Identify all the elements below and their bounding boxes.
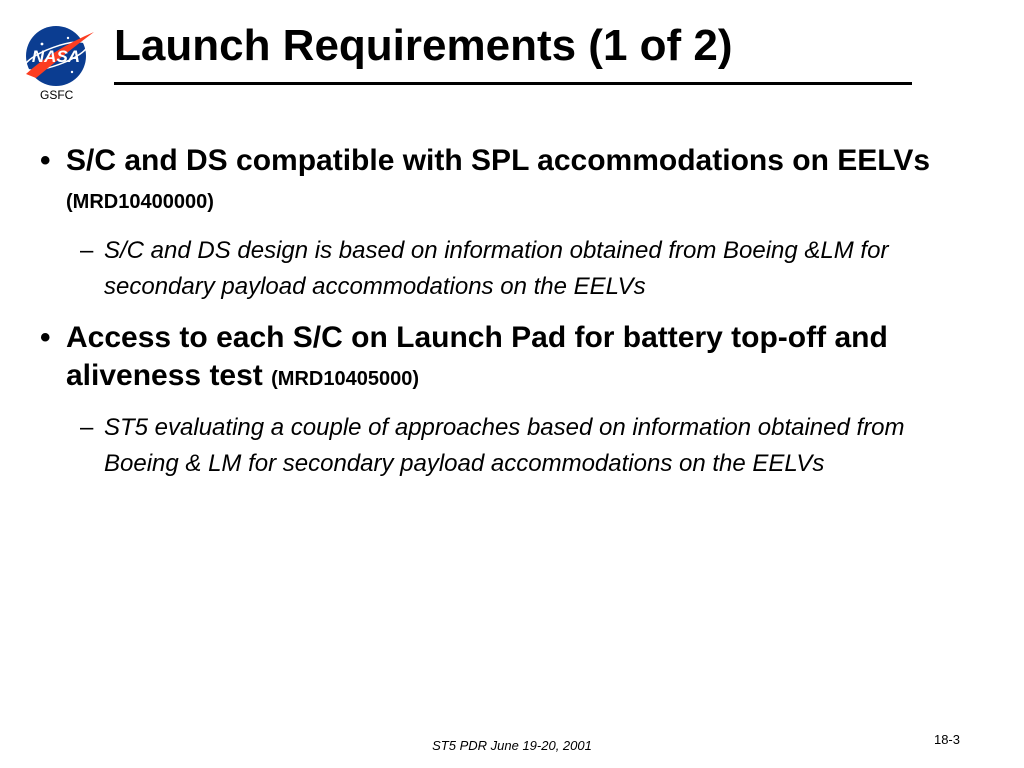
dash-mark: –	[80, 414, 94, 441]
bullet-text: Access to each S/C on Launch Pad for battery top-off and aliveness test	[66, 321, 888, 392]
footer-text: ST5 PDR June 19-20, 2001	[432, 738, 592, 753]
requirement-ref: (MRD10400000)	[66, 191, 214, 213]
sub-bullet-item	[80, 233, 984, 305]
title-underline	[114, 82, 912, 85]
bullet-text: S/C and DS compatible with SPL accommodations on EELVs	[66, 144, 931, 177]
dash-mark: –	[80, 237, 94, 264]
bullet-mark: •	[40, 144, 51, 177]
nasa-logo	[22, 22, 96, 88]
page-number: 18-3	[933, 732, 960, 747]
sub-bullet-item	[80, 410, 984, 482]
bullet-mark: •	[40, 321, 51, 354]
sub-bullet-text: S/C and DS design is based on information obtained from Boeing &LM for secondary payload accommodations on the EELVs	[104, 237, 889, 300]
logo-caption: GSFC	[40, 88, 74, 102]
sub-bullet-text: ST5 evaluating a couple of approaches based on information obtained from Boeing & LM for secondary payload accommodations on the EELVs	[104, 414, 905, 477]
bullet-item	[40, 319, 990, 398]
nasa-logo-text: NASA	[31, 47, 81, 66]
slide-content	[40, 142, 990, 496]
bullet-item	[40, 142, 990, 221]
slide-title: Launch Requirements (1 of 2)	[114, 21, 733, 70]
requirement-ref: (MRD10405000)	[271, 368, 419, 390]
